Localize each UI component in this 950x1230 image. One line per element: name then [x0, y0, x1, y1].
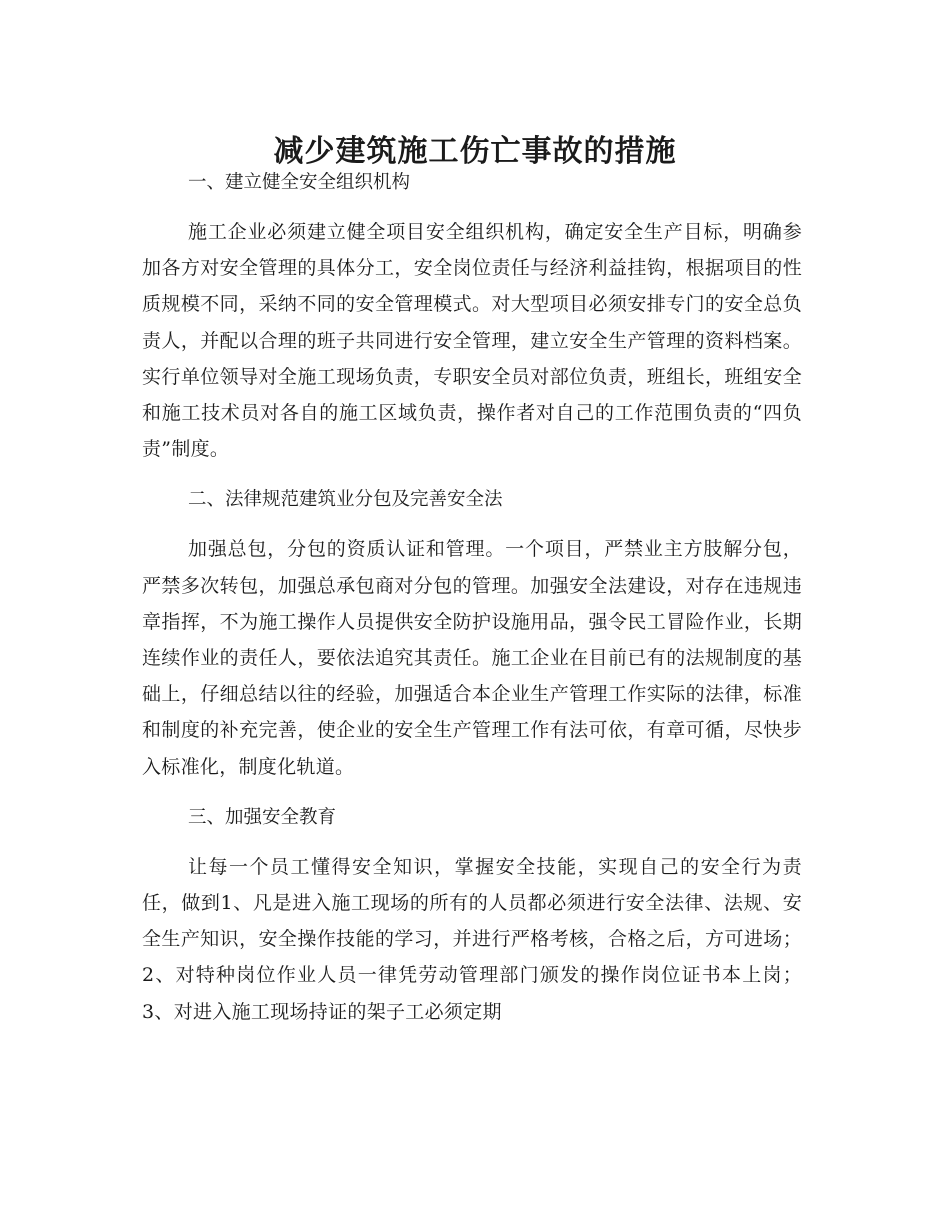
spacer: [142, 785, 802, 801]
spacer: [142, 835, 802, 849]
section-3-paragraph: 让每一个员工懂得安全知识，掌握安全技能，实现自己的安全行为责任，做到1、凡是进入施工现场的所有的人员都必须进行安全法律、法规、安全生产知识，安全操作技能的学习，并进行严格考核，合格之后，方可进场；2、对特种岗位作业人员一律凭劳动管理部门颁发的操作岗位证书本上岗；3、对进入施工现场持证的架子工必须定期: [142, 855, 802, 1023]
section-1-paragraph: 施工企业必须建立健全项目安全组织机构，确定安全生产目标，明确参加各方对安全管理的具体分工，安全岗位责任与经济利益挂钩，根据项目的性质规模不同，采纳不同的安全管理模式。对大型项目必须安排专门的安全总负责人，并配以合理的班子共同进行安全管理，建立安全生产管理的资料档案。实行单位领导对全施工现场负责，专职安全员对部位负责，班组长，班组安全和施工技术员对各自的施工区域负责，操作者对自己的工作范围负责的“四负责”制度。: [142, 221, 802, 461]
spacer: [142, 467, 802, 483]
document-body: [142, 166, 802, 1030]
spacer: [142, 200, 802, 214]
section-2-heading: 二、法律规范建筑业分包及完善安全法: [188, 489, 503, 511]
section-1-heading: 一、建立健全安全组织机构: [188, 172, 411, 193]
section-3-heading: 三、加强安全教育: [188, 806, 337, 828]
section-2-paragraph: 加强总包，分包的资质认证和管理。一个项目，严禁业主方肢解分包，严禁多次转包，加强总承包商对分包的管理。加强安全法建设，对存在违规违章指挥，不为施工操作人员提供安全防护设施用品，强令民工冒险作业，长期连续作业的责任人，要依法追究其责任。施工企业在目前已有的法规制度的基础上，仔细总结以往的经验，加强适合本企业生产管理工作实际的法律，标准和制度的补充完善，使企业的安全生产管理工作有法可依，有章可循，尽快步入标准化，制度化轨道。: [142, 538, 802, 778]
spacer: [142, 517, 802, 531]
document-title: 减少建筑施工伤亡事故的措施: [273, 134, 677, 170]
